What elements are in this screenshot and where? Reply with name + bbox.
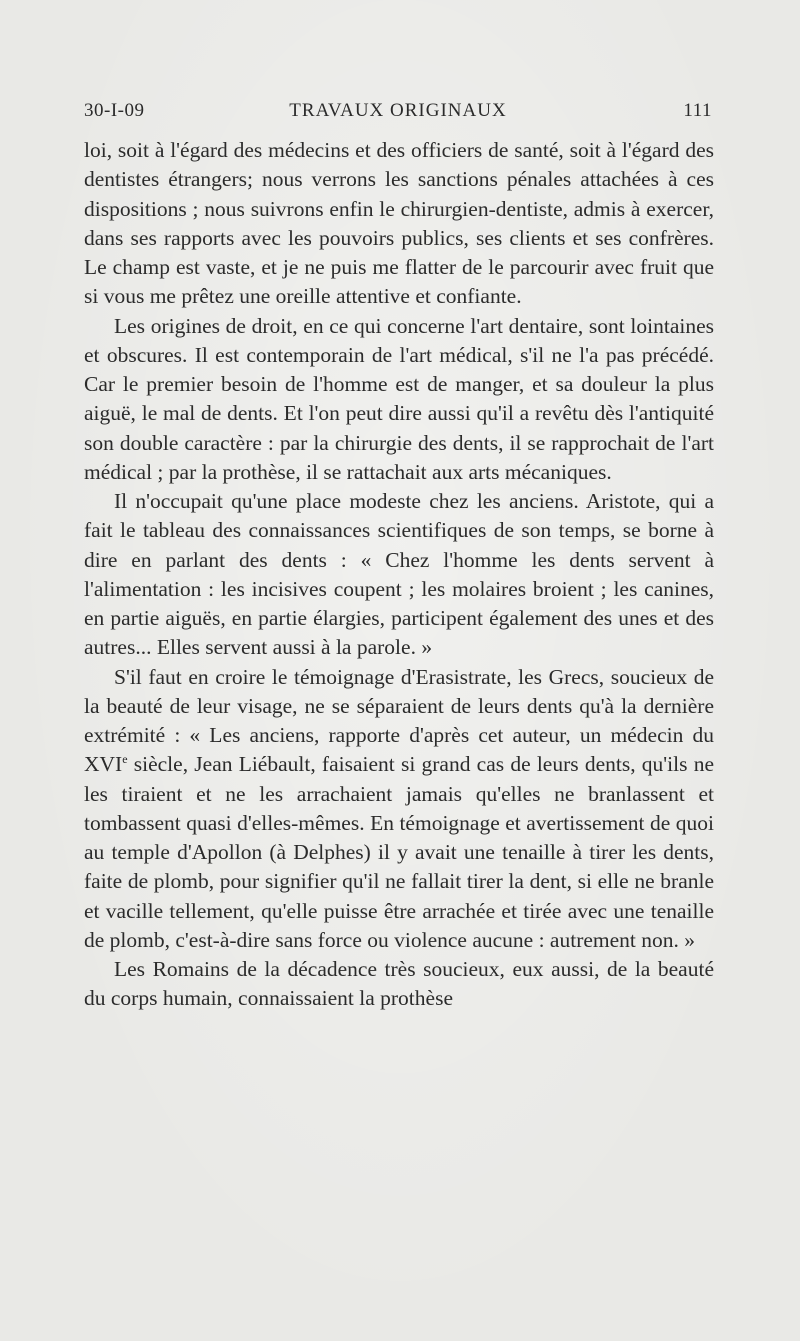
- paragraph: [84, 663, 714, 956]
- header-date: 30-I-09: [84, 100, 145, 121]
- header-section-title: TRAVAUX ORIGINAUX: [289, 100, 507, 121]
- superscript: e: [122, 752, 128, 767]
- paragraph: Les origines de droit, en ce qui concerne l'art dentaire, sont lointaines et obscures. Il est contemporain de l'art médical, s'il ne l'a pas précédé. Car le premier besoin de l'homme est de manger, et sa douleur la plus aiguë, le mal de dents. Et l'on peut dire aussi qu'il a revêtu dès l'antiquité son double caractère : par la chirurgie des dents, il se rapprochait de l'art médical ; par la prothèse, il se rattachait aux arts mécaniques.: [84, 313, 714, 484]
- paragraph-text: S'il faut en croire le témoignage d'Erasistrate, les Grecs, soucieux de la beauté de leur visage, ne se séparaient de leurs dents qu'à la dernière extrémité : « Les anciens, rapporte d'après cet auteur, un médecin du XVI: [84, 664, 714, 777]
- paragraph: loi, soit à l'égard des médecins et des officiers de santé, soit à l'égard des dentistes étrangers; nous verrons les sanctions pénales attachées à ces dispositions ; nous suivrons enfin le chirurgien-dentiste, admis à exercer, dans ses rapports avec les pouvoirs publics, ses clients et ses confrères. Le champ est vaste, et je ne puis me flatter de le parcourir avec fruit que si vous me prêtez une oreille attentive et confiante.: [84, 138, 714, 309]
- body-text: [84, 136, 714, 1014]
- page-number: 111: [683, 100, 712, 121]
- paragraph-text: siècle, Jean Liébault, faisaient si grand cas de leurs dents, qu'ils ne les tiraient et ne les arrachaient jamais qu'elles ne branlassent et tombassent quasi d'elles-mêmes. En témoignage et avertissement de quoi au temple d'Apollon (à Delphes) il y avait une tenaille à tirer les dents, faite de plomb, pour signifier qu'il ne fallait tirer la dent, si elle ne branle et vacille tellement, qu'elle puisse être arrachée et tirée avec une tenaille de plomb, c'est-à-dire sans force ou violence aucune : autrement non. »: [84, 752, 714, 952]
- paragraph: Les Romains de la décadence très soucieux, eux aussi, de la beauté du corps humain, connaissaient la prothèse: [84, 957, 714, 1011]
- paragraph: Il n'occupait qu'une place modeste chez les anciens. Aristote, qui a fait le tableau des connaissances scientifiques de son temps, se borne à dire en parlant des dents : « Chez l'homme les dents servent à l'alimentation : les incisives coupent ; les molaires broient ; les canines, en partie aiguës, en partie élargies, participent également des unes et des autres... Elles servent aussi à la parole. »: [84, 489, 714, 660]
- running-head: [84, 100, 712, 130]
